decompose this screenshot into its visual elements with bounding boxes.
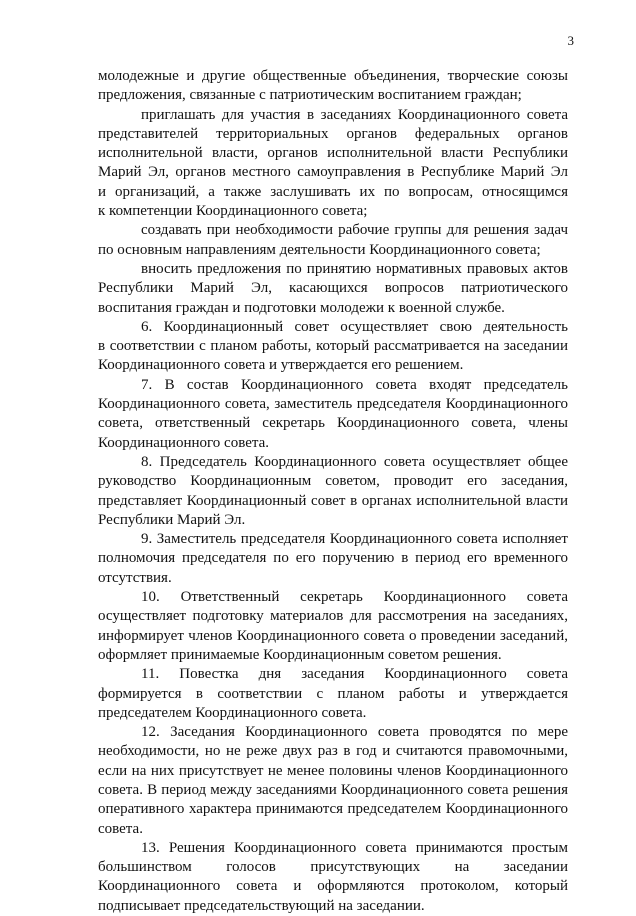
paragraph bbox=[98, 221, 568, 260]
text-line: 7. В состав Координационного совета входят председатель bbox=[141, 376, 568, 393]
paragraph bbox=[98, 723, 568, 839]
text-line: 12. Заседания Координационного совета проводятся по мере bbox=[141, 724, 568, 741]
text-line: Координационного совета, заместитель председателя Координационного bbox=[98, 396, 568, 413]
text-line: молодежные и другие общественные объединения, творческие союзы bbox=[98, 68, 568, 84]
text-line: если на них присутствует не менее половины членов Координационного bbox=[98, 762, 568, 779]
text-line: оформляет принимаемые Координационным советом решения. bbox=[98, 646, 502, 663]
paragraph bbox=[98, 588, 568, 665]
text-line: совета. В период между заседаниями Координационного совета решения bbox=[98, 781, 568, 798]
text-line: формируется в соответствии с планом работы и утверждается bbox=[98, 685, 568, 702]
text-line: полномочия председателя по его поручению в период его временного bbox=[98, 550, 568, 567]
text-line: большинством голосов присутствующих на заседании bbox=[98, 859, 568, 876]
text-line: создавать при необходимости рабочие группы для решения задач bbox=[141, 222, 568, 239]
text-line: воспитания граждан и подготовки молодежи к военной службе. bbox=[98, 299, 505, 316]
paragraph bbox=[98, 665, 568, 723]
text-line: осуществляет подготовку материалов для рассмотрения на заседаниях, bbox=[98, 608, 568, 625]
paragraph bbox=[98, 260, 568, 318]
document-body bbox=[98, 67, 568, 916]
text-line: приглашать для участия в заседаниях Координационного совета bbox=[141, 106, 568, 123]
text-line: предложения, связанные с патриотическим воспитанием граждан; bbox=[98, 87, 522, 104]
text-line: Координационного совета. bbox=[98, 434, 269, 451]
text-line: 8. Председатель Координационного совета осуществляет общее bbox=[141, 453, 568, 470]
text-line: в соответствии с планом работы, который рассматривается на заседании bbox=[98, 338, 568, 355]
text-line: 11. Повестка дня заседания Координационного совета bbox=[141, 666, 568, 683]
page-number: 3 bbox=[567, 33, 574, 48]
text-line: Координационного совета и утверждается его решением. bbox=[98, 357, 464, 374]
text-line: отсутствия. bbox=[98, 569, 172, 586]
text-line: Координационного совета и оформляются протоколом, который bbox=[98, 878, 568, 895]
text-line: информирует членов Координационного совета о проведении заседаний, bbox=[98, 627, 568, 644]
text-line: 10. Ответственный секретарь Координационного совета bbox=[141, 589, 568, 606]
text-line: и организаций, а также заслушивать их по вопросам, относящимся bbox=[98, 183, 568, 200]
text-line: 9. Заместитель председателя Координационного совета исполняет bbox=[141, 531, 568, 548]
paragraph bbox=[98, 530, 568, 588]
text-line: по основным направлениям деятельности Координационного совета; bbox=[98, 241, 541, 258]
text-line: 6. Координационный совет осуществляет свою деятельность bbox=[141, 318, 568, 335]
paragraph bbox=[98, 453, 568, 530]
paragraph bbox=[98, 67, 568, 106]
paragraph bbox=[98, 376, 568, 453]
text-line: вносить предложения по принятию нормативных правовых актов bbox=[141, 260, 568, 277]
text-line: совета. bbox=[98, 820, 143, 837]
paragraph bbox=[98, 318, 568, 376]
paragraph bbox=[98, 106, 568, 222]
text-line: председателем Координационного совета. bbox=[98, 704, 367, 721]
text-line: Республики Марий Эл, касающихся вопросов патриотического bbox=[98, 280, 568, 297]
text-line: представителей территориальных органов федеральных органов bbox=[98, 125, 568, 142]
text-line: Республики Марий Эл. bbox=[98, 511, 246, 528]
text-line: совета, ответственный секретарь Координационного совета, члены bbox=[98, 415, 568, 432]
text-line: руководство Координационным советом, проводит его заседания, bbox=[98, 473, 568, 490]
text-line: Марий Эл, органов местного самоуправления в Республике Марий Эл bbox=[98, 164, 568, 181]
text-line: исполнительной власти, органов исполнительной власти Республики bbox=[98, 145, 568, 162]
paragraph bbox=[98, 839, 568, 916]
text-line: необходимости, но не реже двух раз в год и считаются правомочными, bbox=[98, 743, 568, 760]
text-line: подписывает председательствующий на заседании. bbox=[98, 897, 425, 914]
text-line: 13. Решения Координационного совета принимаются простым bbox=[141, 839, 568, 856]
text-line: оперативного характера принимаются председателем Координационного bbox=[98, 801, 568, 818]
text-line: представляет Координационный совет в органах исполнительной власти bbox=[98, 492, 568, 509]
text-line: к компетенции Координационного совета; bbox=[98, 203, 368, 220]
